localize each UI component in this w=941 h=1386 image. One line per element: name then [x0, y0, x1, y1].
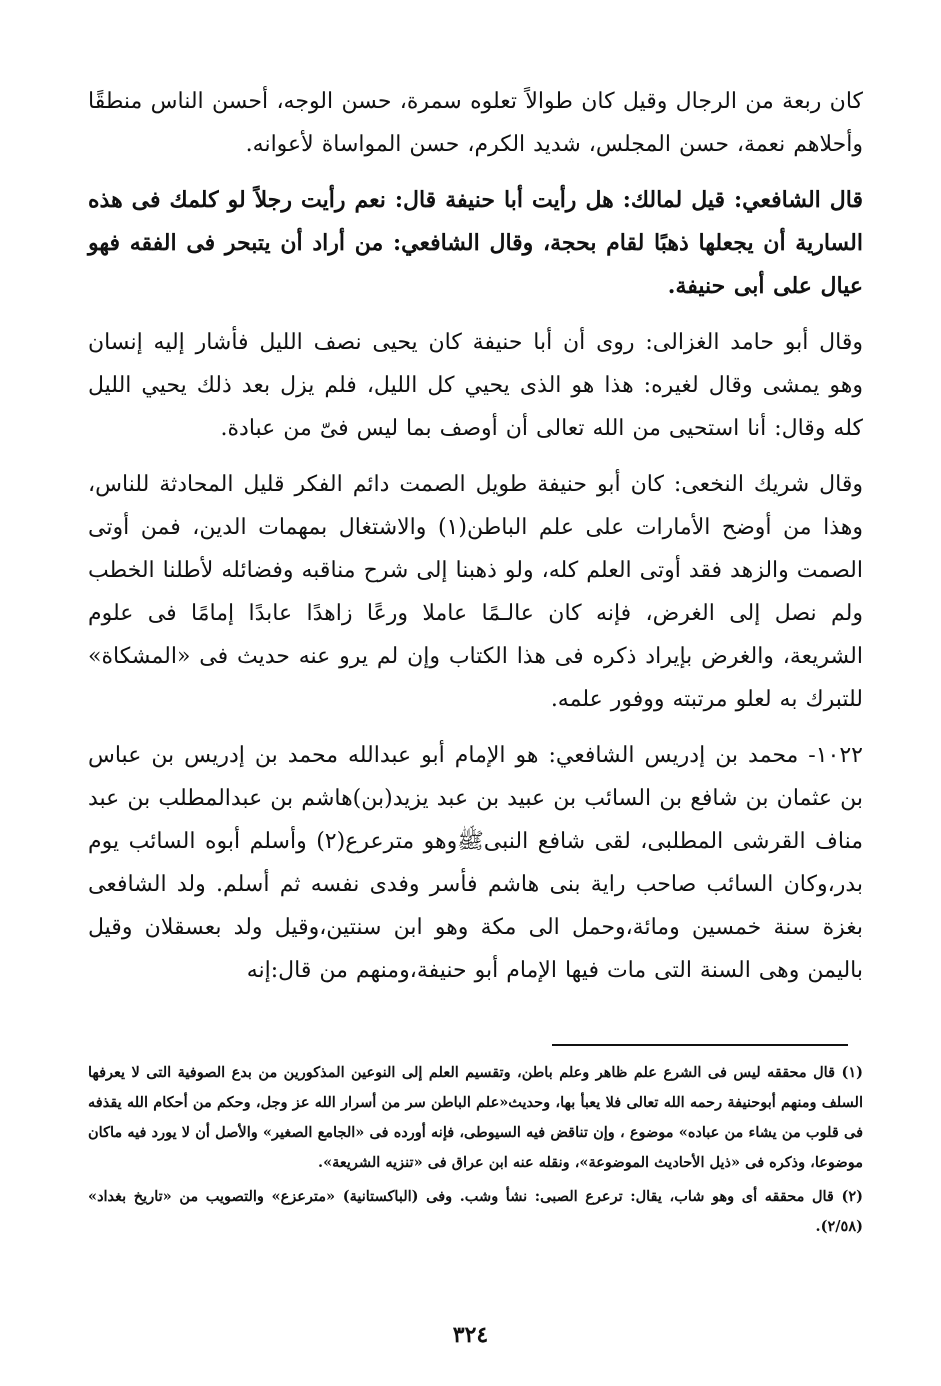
footnote-2: (٢) قال محققه أى وهو شاب، يقال: ترعرع الصبى: نشأ وشب. وفى (الباكستانية) «مترعزع» والتصويب من «تاريخ بغداد» (٢/٥٨). — [88, 1188, 863, 1235]
paragraph-biography-1022: ١٠٢٢- محمد بن إدريس الشافعي: هو الإمام أبو عبدالله محمد بن إدريس بن عباس بن عثمان بن شافع بن السائب بن عبيد بن عبد يزيد(بن)هاشم بن عبدالمطلب بن عبد مناف القرشى المطلبى، لقى شافع النبىﷺوهو مترعرع(٢) وأسلم أبوه السائب يوم بدر،وكان السائب صاحب راية بنى هاشم فأسر وفدى نفسه ثم أسلم. ولد الشافعى بغزة سنة خمسين ومائة،وحمل الى مكة وهو ابن سنتين،وقيل ولد بعسقلان وقيل باليمن وهى السنة التى مات فيها الإمام أبو حنيفة،ومنهم من قال:إنه — [88, 743, 863, 983]
paragraph-sharik-quote: وقال شريك النخعى: كان أبو حنيفة طويل الصمت دائم الفكر قليل المحادثة للناس، وهذا من أوضح الأمارات على علم الباطن(١) والاشتغال بمهمات الدين، فمن أوتى الصمت والزهد فقد أوتى العلم كله، ولو ذهبنا إلى شرح مناقبه وفضائله لأطلنا الخطب ولم نصل إلى الغرض، فإنه كان عالـمًا عاملا ورعًا زاهدًا عابدًا إمامًا فى علوم الشريعة، والغرض بإيراد ذكره فى هذا الكتاب وإن لم يرو عنه حديث فى «المشكاة» للتبرك به لعلو مرتبته ووفور علمه. — [88, 472, 863, 712]
page-number: ٣٢٤ — [452, 1322, 489, 1348]
footnotes — [88, 1058, 863, 1246]
paragraph-ghazali-quote: وقال أبو حامد الغزالى: روى أن أبا حنيفة كان يحيى نصف الليل فأشار إليه إنسان وهو يمشى وقال لغيره: هذا هو الذى يحيي كل الليل، فلم يزل بعد ذلك يحيي الليل كله وقال: أنا استحيى من الله تعالى أن أوصف بما ليس فىّ من عبادة. — [88, 330, 863, 441]
paragraph-shafii-quote: قال الشافعي: قيل لمالك: هل رأيت أبا حنيفة قال: نعم رأيت رجلاً لو كلمك فى هذه السارية أن يجعلها ذهبًا لقام بحجة، وقال الشافعي: من أراد أن يتبحر فى الفقه فهو عيال على أبى حنيفة. — [88, 187, 863, 299]
footnote-1: (١) قال محققه ليس فى الشرع علم ظاهر وعلم باطن، وتقسيم العلم إلى النوعين المذكورين من بدع الصوفية التى لا يعرفها السلف ومنهم أبوحنيفة رحمه الله تعالى فلا يعبأ بها، وحديث«علم الباطن سر من أسرار الله عز وجل، وحكم من أحكام الله يقذفه فى قلوب من يشاء من عباده» موضوع ، وإن تناقض فيه السيوطى، فإنه أورده فى «الجامع الصغير» والأصل أن لا يورد فيه ماكان موضوعا، وذكره فى «ذيل الأحاديث الموضوعة»، ونقله عنه ابن عراق فى «تنزيه الشريعة». — [88, 1064, 863, 1171]
main-text — [88, 80, 863, 992]
footnote-divider — [552, 1044, 848, 1046]
paragraph-description: كان ربعة من الرجال وقيل كان طوالاً تعلوه سمرة، حسن الوجه، أحسن الناس منطقًا وأحلاهم نعمة، حسن المجلس، شديد الكرم، حسن المواساة لأعوانه. — [88, 89, 863, 157]
